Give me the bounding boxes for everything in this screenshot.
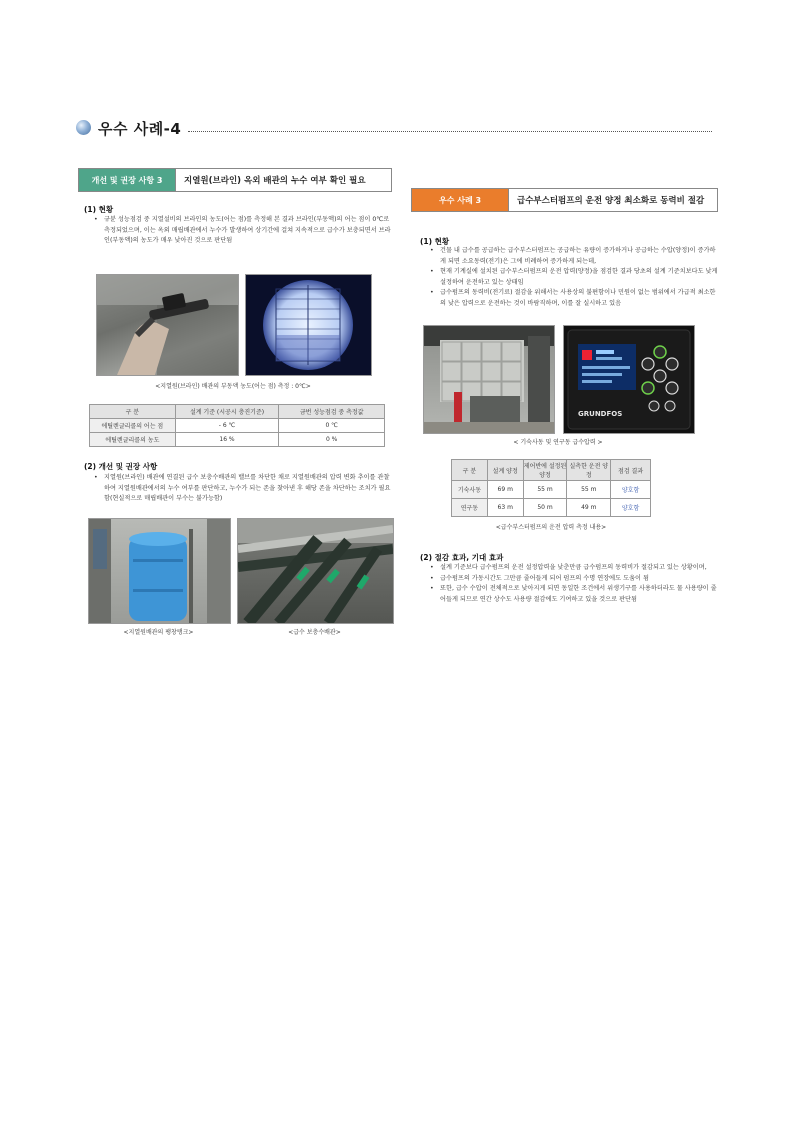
table-header-cell: 금번 성능점검 중 측정값 [279,405,385,419]
improvement-tag-row [78,168,392,192]
booster-pump-room-photo [423,325,555,434]
brine-measurement-table [89,404,385,447]
bullet-icon: • [94,216,98,223]
table-row [452,481,651,499]
table-row [90,433,385,447]
table-cell: 16 % [175,433,279,447]
best-practice-tag-label: 우수 사례 3 [412,189,508,211]
refractometer-scale-photo [245,274,372,376]
table-header-cell: 점검 결과 [611,460,651,481]
table-row [452,499,651,517]
dotted-leader-line [188,131,712,132]
supply-pipe-drawing [238,519,393,623]
table-cell: 49 m [567,499,611,517]
supply-pipe-photo [237,518,394,624]
list-item: • 급수펌프의 가동시간도 그만큼 줄어들게 되어 펌프의 수명 연장에도 도움이 됨 [430,574,649,582]
list-item: • 또한, 급수 수압이 전체적으로 낮아지게 되면 동일한 조건에서 위생기구를 사용하더라도 물 사용량이 줄어들게 되므로 연간 상수도 사용량 절감에도 기여하고 있을 것으로 판단됨 [430,585,717,603]
table-cell: 55 m [567,481,611,499]
left-section-1-title: (1) 현황 [84,205,114,214]
improvement-tag-label: 개선 및 권장 사항 3 [79,169,175,191]
right-photo-caption-1: < 기숙사동 및 연구동 급수압력 > [513,439,603,446]
table-header-row [90,405,385,419]
table-cell: 55 m [523,481,567,499]
left-section-1-paragraph: • 규뷴 성능점검 중 지열설비의 브라인의 농도(어는 점)를 측정해 본 결과 브라인(부동액)의 어는 점이 0℃로 측정되었으며, 이는 옥외 매립배관에서 누수가 발생하여 상기간에 걸쳐 지속적으로 급수가 보충되면서 브라인(부동액)의 농도가 매우 낮아진 것으로 판단됨 [94,216,391,245]
list-item: • 현재 기계실에 설치된 급수부스터펌프의 운전 압력(양정)을 점검한 결과 당초의 설계 기준치보다도 낮게 설정하여 운전하고 있는 상태임 [430,268,718,286]
left-section-2-title: (2) 개선 및 권장 사항 [84,462,158,471]
expansion-tank-drawing [89,519,230,623]
improvement-tag-title: 지열원(브라인) 옥외 배관의 누수 여부 확인 필요 [175,169,391,191]
table-cell: 에틸렌글리콜의 어는 점 [90,419,176,433]
table-cell-result: 양호함 [611,481,651,499]
left-section-2-paragraph: • 지열원(브라인) 배관에 연결된 급수 보충수배관의 밸브를 차단한 채로 지열원배관의 압력 변화 추이를 관찰하여 지열원배관에서의 누수 여부를 판단하고, 누수가 되는 존을 찾아낸 후 해당 존을 차단하는 조치가 필요함(현실적으로 매립배관이 부수는 불가능함) [94,474,391,503]
pump-control-panel-photo [563,325,695,434]
table-cell-result: 양호함 [611,499,651,517]
table-header-cell: 구 분 [452,460,488,481]
table-cell: 50 m [523,499,567,517]
page-title: 우수 사례-4 [98,120,182,138]
table-cell: - 6 ℃ [175,419,279,433]
table-cell: 에틸렌글리콜의 농도 [90,433,176,447]
right-section-1-list [430,246,718,310]
refractometer-drawing [97,275,238,375]
control-panel-drawing [564,326,694,433]
right-section-1-title: (1) 현황 [420,237,450,246]
list-item: • 건물 내 급수를 공급하는 급수부스터펌프는 공급하는 유량이 증가하거나 공급하는 수압(양정)이 증가하게 되면 소요동력(전기)은 그에 비례하여 증가하게 되는데, [430,247,716,265]
table-cell: 기숙사동 [452,481,488,499]
list-item: • 급수펌프의 동력비(전기료) 절감을 위해서는 사용상의 불편함이나 민원이 없는 범위에서 가급적 최소한의 낮은 압력으로 운전하는 것이 바람직하며, 이를 잘 실시하고 있음 [430,289,716,307]
expansion-tank-photo [88,518,231,624]
best-practice-tag-row [411,188,718,212]
booster-pump-room-drawing [424,326,554,433]
right-table-caption: <급수부스터펌프의 운전 압력 측정 내용> [495,524,607,531]
panel-brand-label: GRUNDFOS [578,410,623,418]
table-header-cell: 설계 기준 (시공시 충진기준) [175,405,279,419]
table-cell: 63 m [487,499,523,517]
right-section-2-list [430,563,718,605]
left-photo-caption-1: <지열원(브라인) 배관의 부동액 농도(어는 점) 측정 : 0℃> [155,383,311,390]
table-cell: 0 % [279,433,385,447]
left-photo-caption-3: <급수 보충수배관> [288,629,341,636]
refractometer-photo [96,274,239,376]
page-heading [76,118,712,138]
left-photo-caption-2: <지열원배관의 팽창탱크> [123,629,194,636]
table-header-cell: 실측한 운전 양정 [567,460,611,481]
pump-pressure-table [451,459,651,517]
table-row [90,419,385,433]
sphere-bullet-icon [76,120,91,135]
table-header-cell: 설계 양정 [487,460,523,481]
table-cell: 0 ℃ [279,419,385,433]
table-header-row [452,460,651,481]
table-header-cell: 구 분 [90,405,176,419]
refractometer-scale-drawing [246,275,371,375]
table-cell: 69 m [487,481,523,499]
right-section-2-title: (2) 절감 효과, 기대 효과 [420,553,504,562]
bullet-icon: • [94,474,98,481]
table-header-cell: 제어반에 설정된 양정 [523,460,567,481]
table-cell: 연구동 [452,499,488,517]
best-practice-tag-title: 급수부스터펌프의 운전 양정 최소화로 동력비 절감 [508,189,717,211]
list-item: • 설계 기준보다 급수펌프의 운전 설정압력을 낮춘만큼 급수펌프의 동력비가 절감되고 있는 상황이며, [430,564,707,571]
